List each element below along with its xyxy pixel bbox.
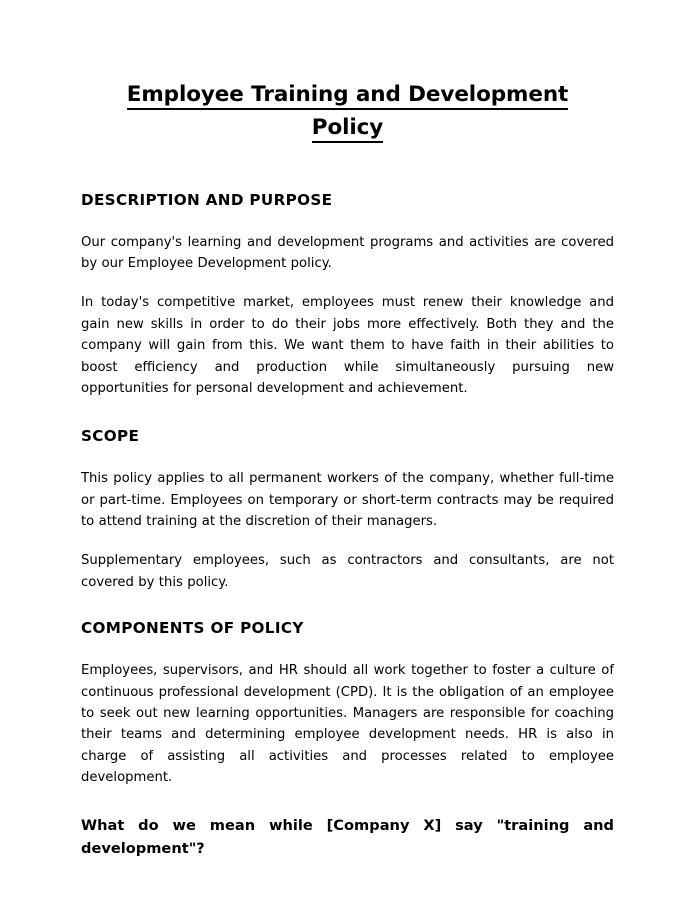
paragraph-scope-2: Supplementary employees, such as contractors and consultants, are not covered by this policy. [81, 553, 614, 590]
paragraph-description-2: In today's competitive market, employees must renew their knowledge and gain new skills in order to do their jobs more effectively. Both they and the company will gain from this. We want them to have faith in their abilities to boost efficiency and production while simultaneously pursuing new opportunities for personal development and achievement. [81, 295, 614, 396]
document-title-line-1: Employee Training and Development [127, 82, 568, 110]
question-heading-training-and-development: What do we mean while [Company X] say "training and development"? [81, 817, 614, 858]
section-heading-components-of-policy: COMPONENTS OF POLICY [81, 619, 304, 638]
spacer [81, 274, 614, 292]
spacer [81, 446, 614, 468]
spacer [81, 593, 614, 619]
paragraph-description-1: Our company's learning and development programs and activities are covered by our Employee Development policy. [81, 234, 614, 271]
document-title [81, 78, 614, 145]
paragraph-components-1: Employees, supervisors, and HR should all work together to foster a culture of continuous professional development (CPD). It is the obligation of an employee to seek out new learning opportunities. Managers are responsible for coaching their teams and determining employee development needs. HR is also in charge of assisting all activities and processes related to employee development. [81, 663, 614, 785]
section-heading-description-and-purpose: DESCRIPTION AND PURPOSE [81, 190, 333, 209]
spacer [81, 532, 614, 550]
spacer [81, 399, 614, 427]
section-heading-scope: SCOPE [81, 427, 140, 446]
spacer [81, 788, 614, 814]
document-title-line-2: Policy [312, 115, 383, 143]
title-spacer [81, 145, 614, 191]
paragraph-scope-1: This policy applies to all permanent workers of the company, whether full-time or part-time. Employees on temporary or short-term contracts may be required to attend training at the discretion of their managers. [81, 471, 614, 529]
spacer [81, 210, 614, 232]
spacer [81, 638, 614, 660]
